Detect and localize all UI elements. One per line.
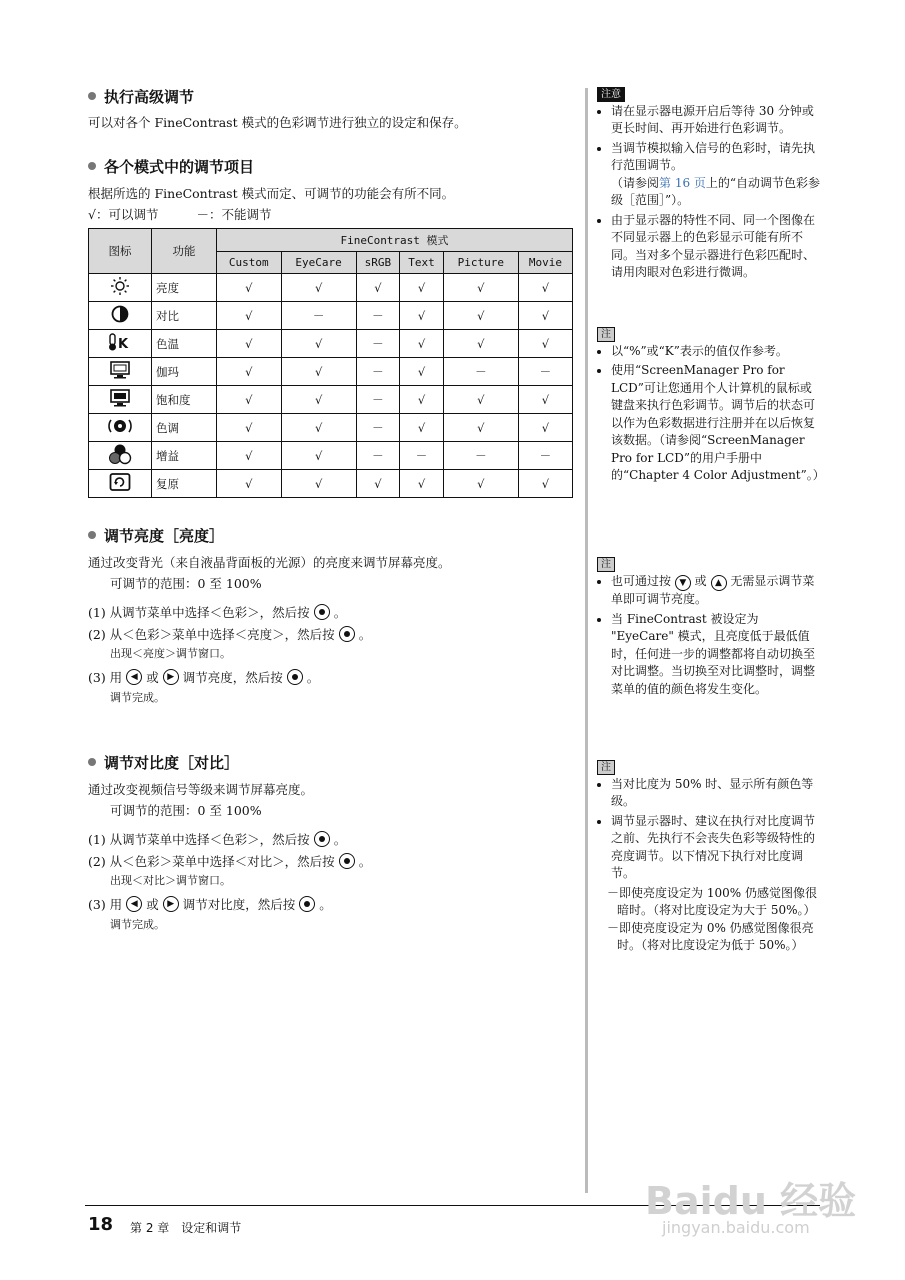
enter-button-icon — [314, 831, 330, 847]
note-2 — [597, 555, 822, 700]
availability-cell: √ — [400, 470, 444, 498]
mode-header-movie: Movie — [518, 251, 572, 274]
availability-cell: √ — [281, 274, 356, 302]
availability-cell: √ — [518, 470, 572, 498]
note3-item-1: • 当对比度为 50% 时、显示所有颜色等级。 — [611, 776, 822, 811]
availability-cell: √ — [443, 470, 518, 498]
hue-icon — [89, 414, 152, 442]
mode-header-text: Text — [400, 251, 444, 274]
right-button-icon: ▶ — [163, 896, 179, 912]
availability-cell: √ — [217, 414, 282, 442]
table-row — [89, 414, 573, 442]
availability-cell: － — [356, 302, 400, 330]
availability-cell: － — [518, 442, 572, 470]
bullet-icon — [88, 162, 96, 170]
enter-button-icon — [287, 669, 303, 685]
down-button-icon: ▼ — [675, 575, 691, 591]
note2-item-1: • 也可通过按 ▼ 或 ▲ 无需显示调节菜单即可调节亮度。 — [611, 573, 822, 609]
contrast-step-2: (2) 从＜色彩＞菜单中选择＜对比＞，然后按 。 — [88, 854, 372, 869]
note3-sub-2: －即使亮度设定为 0% 仍感觉图像很亮时。（将对比度设定为低于 50%。） — [607, 920, 814, 952]
availability-cell: √ — [518, 386, 572, 414]
mode-header-srgb: sRGB — [356, 251, 400, 274]
availability-cell: √ — [217, 330, 282, 358]
enter-button-icon — [299, 896, 315, 912]
contrast-step-3-sub: 调节完成。 — [110, 918, 165, 931]
availability-cell: √ — [217, 302, 282, 330]
advanced-body: 可以对各个 FineContrast 模式的色彩调节进行独立的设定和保存。 — [88, 115, 467, 130]
contrast-icon — [89, 302, 152, 330]
caution-item-1: • 请在显示器电源开启后等待 30 分钟或更长时间、再开始进行色彩调节。 — [611, 103, 822, 138]
availability-cell: √ — [400, 358, 444, 386]
availability-cell: √ — [217, 358, 282, 386]
mode-header-picture: Picture — [443, 251, 518, 274]
note3-sub-1: －即使亮度设定为 100% 仍感觉图像很暗时。（将对比度设定为大于 50%。） — [607, 885, 817, 917]
gain-icon — [89, 442, 152, 470]
note1-item-1: • 以“%”或“K”表示的值仅作参考。 — [611, 343, 822, 361]
availability-cell: √ — [281, 470, 356, 498]
table-row — [89, 470, 573, 498]
right-button-icon: ▶ — [163, 669, 179, 685]
note-tag: 注 — [597, 327, 615, 342]
brightness-step-3: (3) 用 ◀ 或 ▶ 调节亮度，然后按 。 — [88, 670, 320, 685]
availability-cell: √ — [217, 274, 282, 302]
bullet-icon — [88, 758, 96, 766]
section-title-brightness: 调节亮度［亮度］ — [88, 525, 224, 546]
bullet-icon — [88, 92, 96, 100]
reset-icon — [89, 470, 152, 498]
availability-cell: √ — [518, 330, 572, 358]
function-name: 对比 — [152, 302, 217, 330]
up-button-icon: ▲ — [711, 575, 727, 591]
col-function-header: 功能 — [152, 229, 217, 274]
left-button-icon: ◀ — [126, 669, 142, 685]
table-row — [89, 302, 573, 330]
section-title-advanced: 执行高级调节 — [88, 86, 194, 107]
availability-cell: － — [356, 414, 400, 442]
svg-text:K: K — [118, 337, 129, 352]
brightness-step-2-sub: 出现＜亮度＞调节窗口。 — [110, 647, 231, 660]
availability-cell: √ — [217, 442, 282, 470]
note3-item-2: • 调节显示器时、建议在执行对比度调节之前、先执行不会丧失色彩等级特性的亮度调节。以下情况下执行对比度调节。 — [611, 813, 822, 883]
section-title-items: 各个模式中的调节项目 — [88, 156, 254, 177]
availability-cell: √ — [281, 386, 356, 414]
availability-cell: √ — [400, 414, 444, 442]
availability-cell: √ — [400, 274, 444, 302]
availability-cell: － — [281, 302, 356, 330]
availability-cell: √ — [518, 414, 572, 442]
note-tag: 注 — [597, 557, 615, 572]
availability-cell: √ — [356, 470, 400, 498]
left-button-icon: ◀ — [126, 896, 142, 912]
contrast-step-1: (1) 从调节菜单中选择＜色彩＞，然后按 。 — [88, 832, 347, 847]
saturation-icon — [89, 386, 152, 414]
page-number: 18 — [88, 1214, 114, 1235]
items-body: 根据所选的 FineContrast 模式而定、可调节的功能会有所不同。 — [88, 186, 455, 201]
availability-cell: √ — [217, 386, 282, 414]
watermark-url: jingyan.baidu.com — [662, 1218, 810, 1237]
contrast-range: 可调节的范围：0 至 100% — [110, 803, 262, 818]
availability-cell: √ — [217, 470, 282, 498]
function-name: 饱和度 — [152, 386, 217, 414]
table-row — [89, 358, 573, 386]
watermark-brand: Baidu 经验 — [645, 1179, 857, 1223]
availability-cell: － — [356, 358, 400, 386]
availability-cell: √ — [518, 274, 572, 302]
note2-item-2: • 当 FineContrast 被设定为 "EyeCare" 模式，且亮度低于最低值时，任何进一步的调整都将自动切换至对比调整。当切换至对比调整时，调整菜单的值的颜色将发生变化。 — [611, 611, 822, 699]
note-1 — [597, 325, 825, 487]
mode-header-eyecare: EyeCare — [281, 251, 356, 274]
enter-button-icon — [339, 626, 355, 642]
availability-cell: － — [400, 442, 444, 470]
contrast-step-3: (3) 用 ◀ 或 ▶ 调节对比度，然后按 。 — [88, 897, 332, 912]
availability-cell: √ — [400, 386, 444, 414]
section-title-contrast: 调节对比度［对比］ — [88, 752, 239, 773]
page-16-link[interactable]: 第 16 页 — [659, 175, 706, 190]
gamma-icon — [89, 358, 152, 386]
table-row — [89, 330, 573, 358]
function-name: 亮度 — [152, 274, 217, 302]
contrast-body: 通过改变视频信号等级来调节屏幕亮度。 — [88, 782, 314, 797]
brightness-body: 通过改变背光（来自液晶背面板的光源）的亮度来调节屏幕亮度。 — [88, 555, 451, 570]
availability-cell: √ — [281, 358, 356, 386]
availability-cell: √ — [356, 274, 400, 302]
availability-cell: － — [518, 358, 572, 386]
availability-cell: √ — [518, 302, 572, 330]
brightness-step-3-sub: 调节完成。 — [110, 691, 165, 704]
brightness-range: 可调节的范围：0 至 100% — [110, 576, 262, 591]
legend — [88, 205, 271, 225]
note1-item-2: • 使用“ScreenManager Pro for LCD”可让您通用个人计算机的鼠标或键盘来执行色彩调节。调节后的状态可以作为色彩数据进行注册并在以后恢复该数据。（请参阅“ScreenManager Pro for LCD”的用户手册中的“Chapter 4 Color Adjustment”。） — [611, 362, 822, 485]
caution-item-2: • 当调节模拟输入信号的色彩时，请先执行范围调节。 （请参阅第 16 页上的“自动调节色彩参级［范围］”）。 — [611, 140, 822, 210]
availability-cell: √ — [443, 274, 518, 302]
availability-cell: √ — [443, 414, 518, 442]
caution-note — [597, 85, 822, 284]
function-name: 复原 — [152, 470, 217, 498]
availability-cell: √ — [400, 330, 444, 358]
caution-tag: 注意 — [597, 87, 625, 102]
enter-button-icon — [339, 853, 355, 869]
brightness-icon — [89, 274, 152, 302]
bullet-icon — [88, 531, 96, 539]
brightness-step-2: (2) 从＜色彩＞菜单中选择＜亮度＞，然后按 。 — [88, 627, 372, 642]
availability-cell: √ — [281, 414, 356, 442]
availability-cell: √ — [443, 386, 518, 414]
function-name: 色调 — [152, 414, 217, 442]
availability-cell: － — [443, 358, 518, 386]
function-name: 色温 — [152, 330, 217, 358]
caution-item-3: • 由于显示器的特性不同、同一个图像在不同显示器上的色彩显示可能有所不同。当对多个显示器进行色彩匹配时、请用肉眼对色彩进行微调。 — [611, 212, 822, 282]
chapter-title: 第 2 章 设定和调节 — [130, 1221, 242, 1235]
table-row — [89, 386, 573, 414]
legend-yes: √：可以调节 — [88, 207, 159, 222]
function-name: 伽玛 — [152, 358, 217, 386]
availability-cell: － — [356, 330, 400, 358]
enter-button-icon — [314, 604, 330, 620]
mode-adjustment-table — [88, 228, 573, 498]
function-name: 增益 — [152, 442, 217, 470]
availability-cell: √ — [281, 330, 356, 358]
mode-header-custom: Custom — [217, 251, 282, 274]
availability-cell: － — [443, 442, 518, 470]
mode-group-header: FineContrast 模式 — [217, 229, 573, 252]
table-row — [89, 442, 573, 470]
availability-cell: √ — [443, 330, 518, 358]
availability-cell: √ — [281, 442, 356, 470]
legend-no: －：不能调节 — [196, 207, 272, 222]
contrast-step-2-sub: 出现＜对比＞调节窗口。 — [110, 874, 231, 887]
availability-cell: － — [356, 442, 400, 470]
availability-cell: √ — [443, 302, 518, 330]
note-tag: 注 — [597, 760, 615, 775]
column-divider — [585, 88, 588, 1193]
note3-sublist — [597, 885, 822, 955]
availability-cell: √ — [400, 302, 444, 330]
brightness-step-1: (1) 从调节菜单中选择＜色彩＞，然后按 。 — [88, 605, 347, 620]
col-icon-header: 图标 — [89, 229, 152, 274]
availability-cell: － — [356, 386, 400, 414]
table-row — [89, 274, 573, 302]
temperature-icon — [89, 330, 152, 358]
note-3 — [597, 758, 822, 955]
